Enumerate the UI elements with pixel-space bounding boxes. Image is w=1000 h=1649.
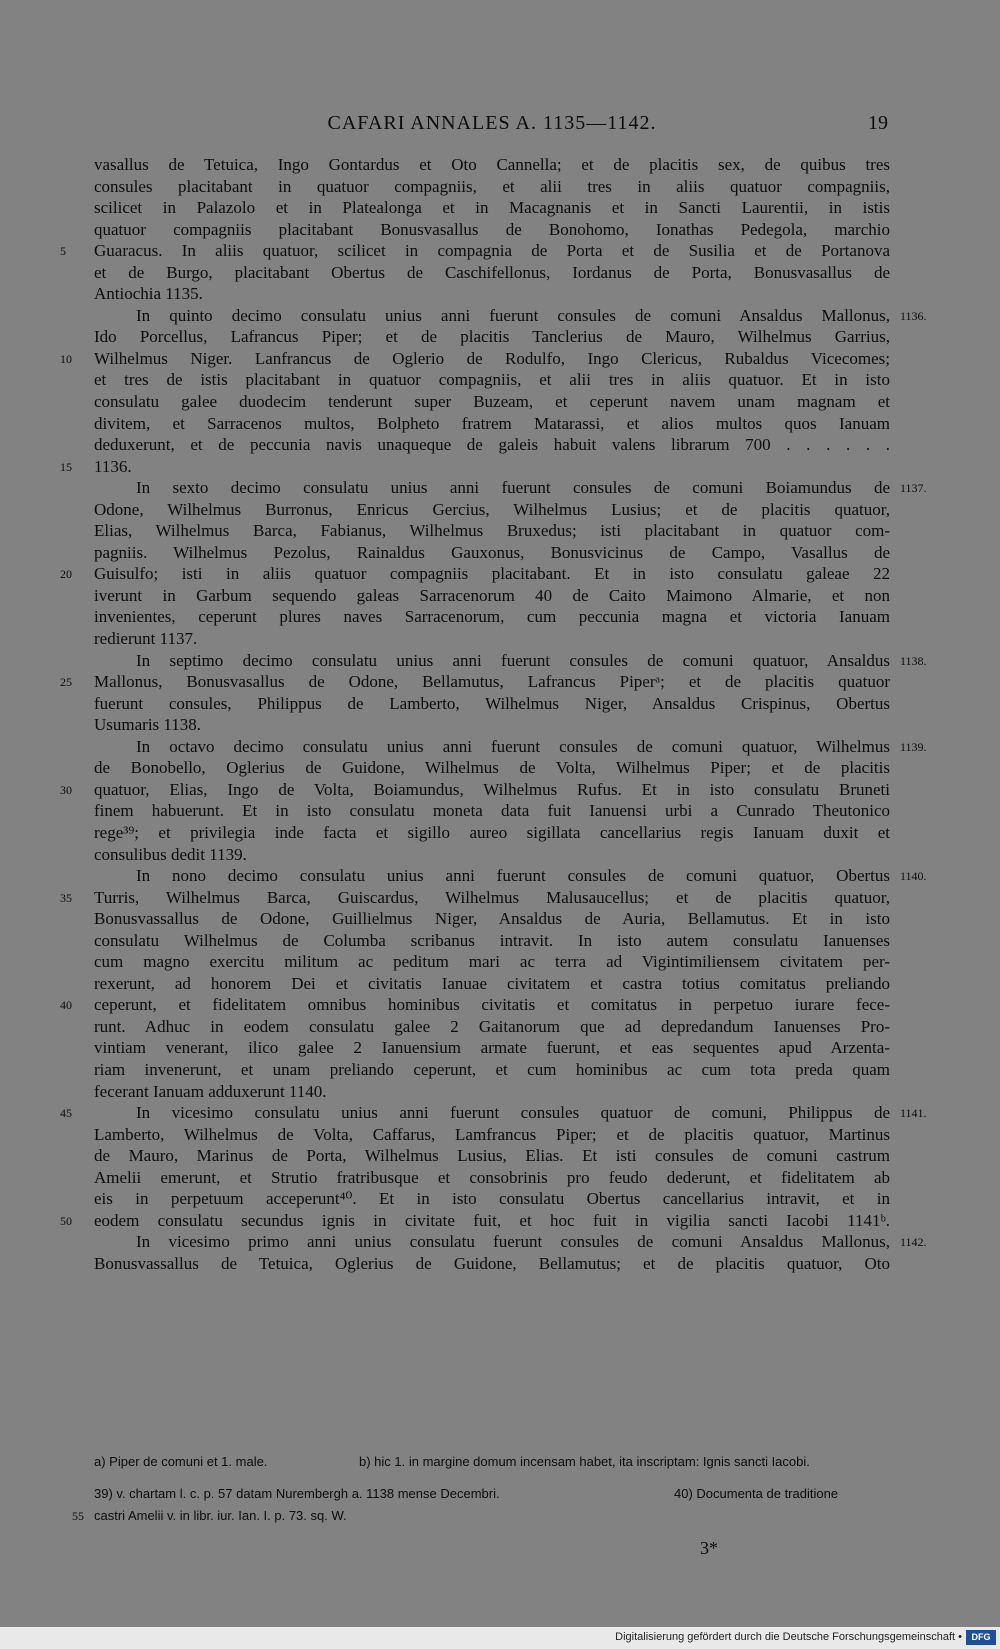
- line-text: Bonusvassallus de Odone, Guillielmus Niger, Ansaldus de Auria, Bellamutus. Et in isto: [94, 909, 890, 929]
- line-text: rexerunt, ad honorem Dei et civitatis Ianuae civitatem et castra totius comitatus preliando: [94, 973, 890, 993]
- text-line: [94, 800, 890, 822]
- text-line: [94, 1188, 890, 1210]
- text-line: [94, 1037, 890, 1059]
- line-text: In nono decimo consulatu unius anni fuerunt consules de comuni quatuor, Obertus: [136, 866, 890, 886]
- line-text: et tres de istis placitabant in quatuor compagniis, et alii tres in aliis quatuor. Et in isto: [94, 370, 890, 390]
- line-number: 45: [60, 1106, 72, 1121]
- line-text: consules placitabant in quatuor compagniis, et alii tres in aliis quatuor compagniis,: [94, 176, 890, 196]
- text-line: [94, 1145, 890, 1167]
- line-text: Guisulfo; isti in aliis quatuor compagniis placitabant. Et in isto consulatu galeae 22: [94, 564, 890, 584]
- text-line: [60, 994, 890, 1016]
- text-line: [94, 650, 927, 672]
- text-line: [94, 973, 890, 995]
- line-text: fuerunt consules, Philippus de Lamberto, Wilhelmus Niger, Ansaldus Crispinus, Obertus: [94, 693, 890, 713]
- line-text: riam invenerunt, et unam preliando ceperunt, et cum hominibus ac cum tota preda quam: [94, 1059, 890, 1079]
- text-line: [94, 477, 927, 499]
- footer-credit: Digitalisierung gefördert durch die Deutsche Forschungsgemeinschaft •: [615, 1631, 962, 1643]
- footnote-b: b) hic 1. in margine domum incensam habet, ita inscriptam: Ignis sancti Iacobi.: [359, 1454, 810, 1469]
- line-text: consulibus dedit 1139.: [94, 844, 247, 864]
- text-line: [94, 585, 890, 607]
- year-marker: 1142.: [900, 1235, 927, 1250]
- line-text: quatuor compagniis placitabant Bonusvasallus de Bonohomo, Ionathas Pedegola, marchio: [94, 219, 890, 239]
- text-line: [94, 736, 927, 758]
- text-line: [60, 456, 890, 478]
- text-line: [94, 262, 890, 284]
- text-line: [94, 844, 890, 866]
- line-text: vasallus de Tetuica, Ingo Gontardus et Oto Cannella; et de placitis sex, de quibus tres: [94, 155, 890, 174]
- line-number: 5: [60, 244, 66, 259]
- text-line: [60, 1210, 890, 1232]
- line-text: rege³⁹; et privilegia inde facta et sigillo aureo sigillata cancellarius regis Ianuam duxit et: [94, 822, 890, 842]
- text-line: [94, 499, 890, 521]
- line-text: Wilhelmus Niger. Lanfrancus de Oglerio de Rodulfo, Ingo Clericus, Rubaldus Vicecomes;: [94, 348, 890, 368]
- text-line: [60, 671, 890, 693]
- line-number: 35: [60, 890, 72, 905]
- footnote-40-continuation: castri Amelii v. in libr. iur. Ian. I. p. 73. sq. W.: [94, 1508, 347, 1523]
- text-line: [94, 1081, 890, 1103]
- text-line: [60, 1102, 927, 1124]
- line-text: de Bonobello, Oglerius de Guidone, Wilhelmus de Volta, Wilhelmus Piper; et de placitis: [94, 758, 890, 778]
- line-number: 50: [60, 1213, 72, 1228]
- line-text: Mallonus, Bonusvasallus de Odone, Bellamutus, Lafrancus Piperᵃ; et de placitis quatuor: [94, 672, 890, 692]
- line-text: Guaracus. In aliis quatuor, scilicet in compagnia de Porta et de Susilia et de Portanova: [94, 241, 890, 261]
- text-line: [60, 348, 890, 370]
- text-line: [94, 757, 890, 779]
- year-marker: 1136.: [900, 308, 927, 323]
- text-line: [94, 326, 890, 348]
- text-line: [94, 197, 890, 219]
- year-marker: 1141.: [900, 1106, 927, 1121]
- line-text: Lamberto, Wilhelmus de Volta, Caffarus, Lamfrancus Piper; et de placitis quatuor, Martinus: [94, 1124, 890, 1144]
- line-text: Ido Porcellus, Lafrancus Piper; et de placitis Tanclerius de Mauro, Wilhelmus Garrius,: [94, 327, 890, 347]
- line-number: 25: [60, 675, 72, 690]
- text-line: [94, 283, 890, 305]
- text-line: [60, 240, 890, 262]
- footnote-40: 40) Documenta de traditione: [674, 1486, 839, 1501]
- line-text: Odone, Wilhelmus Burronus, Enricus Gercius, Wilhelmus Lusius; et de placitis quatuor,: [94, 499, 890, 519]
- line-text: In sexto decimo consulatu unius anni fuerunt consules de comuni Boiamundus de: [136, 478, 890, 498]
- text-line: [94, 606, 890, 628]
- text-line: [94, 930, 890, 952]
- line-number: 15: [60, 459, 72, 474]
- text-line: [94, 391, 890, 413]
- line-number: 40: [60, 998, 72, 1013]
- text-line: [94, 951, 890, 973]
- line-text: Elias, Wilhelmus Barca, Fabianus, Wilhelmus Bruxedus; isti placitabant in quatuor com-: [94, 521, 890, 541]
- text-line: [94, 714, 890, 736]
- text-line: [94, 693, 890, 715]
- line-text: In octavo decimo consulatu unius anni fuerunt consules de comuni quatuor, Wilhelmus: [136, 736, 890, 756]
- line-text: In septimo decimo consulatu unius anni fuerunt consules de comuni quatuor, Ansaldus: [136, 650, 890, 670]
- year-marker: 1138.: [900, 653, 927, 668]
- line-number: 55: [72, 1509, 84, 1523]
- text-line: [60, 563, 890, 585]
- line-text: scilicet in Palazolo et in Platealonga et in Macagnanis et in Sancti Laurentii, in istis: [94, 198, 890, 218]
- year-marker: 1137.: [900, 481, 927, 496]
- line-text: Antiochia 1135.: [94, 284, 203, 304]
- line-text: runt. Adhuc in eodem consulatu galee 2 Gaitanorum que ad depredandum Ianuenses Pro-: [94, 1016, 890, 1036]
- line-text: ceperunt, et fidelitatem omnibus hominibus civitatis et comitatus in perpetuo iurare fece-: [94, 995, 890, 1015]
- footnote-row-letters: [94, 1451, 890, 1473]
- page-header: [94, 112, 890, 142]
- text-line: [94, 369, 890, 391]
- text-line: [94, 1124, 890, 1146]
- line-text: redierunt 1137.: [94, 629, 198, 649]
- line-text: Turris, Wilhelmus Barca, Guiscardus, Wilhelmus Malusaucellus; et de placitis quatuor,: [94, 887, 890, 907]
- text-line: [94, 154, 890, 176]
- text-line: [94, 413, 890, 435]
- footnote-row-continuation: [72, 1505, 890, 1527]
- text-line: [94, 305, 927, 327]
- text-line: [60, 887, 890, 909]
- line-text: eodem consulatu secundus ignis in civitate fuit, et hoc fuit in vigilia sancti Iacobi 1141ᵇ.: [94, 1210, 890, 1230]
- line-text: consulatu galee duodecim tenderunt super Buzeam, et ceperunt navem unam magnam et: [94, 392, 890, 412]
- text-line: [94, 1253, 890, 1275]
- line-text: eis in perpetuum acceperunt⁴⁰. Et in isto consulatu Obertus cancellarius intravit, et in: [94, 1189, 890, 1209]
- footnote-39: 39) v. chartam l. c. p. 57 datam Nurembergh a. 1138 mense Decembri.: [94, 1486, 500, 1501]
- text-line: [60, 779, 890, 801]
- line-text: consulatu Wilhelmus de Columba scribanus intravit. In isto autem consulatu Ianuenses: [94, 930, 890, 950]
- line-text: In vicesimo primo anni unius consulatu fuerunt consules de comuni Ansaldus Mallonus,: [136, 1232, 890, 1252]
- text-line: [94, 176, 890, 198]
- line-text: de Mauro, Marinus de Porta, Wilhelmus Lusius, Elias. Et isti consules de comuni castrum: [94, 1146, 890, 1166]
- line-text: Usumaris 1138.: [94, 715, 202, 735]
- page-number: 19: [868, 112, 888, 134]
- line-number: 30: [60, 782, 72, 797]
- line-number: 20: [60, 567, 72, 582]
- line-text: pagniis. Wilhelmus Pezolus, Rainaldus Gauxonus, Bonusvicinus de Campo, Vasallus de: [94, 542, 890, 562]
- line-text: divitem, et Sarracenos multos, Bolpheto fratrem Matarassi, et alios multos quos Ianuam: [94, 413, 890, 433]
- signature-mark: 3*: [700, 1538, 718, 1558]
- text-line: [94, 434, 890, 456]
- footnotes: [72, 1451, 890, 1527]
- text-line: [94, 1016, 890, 1038]
- year-marker: 1139.: [900, 739, 927, 754]
- footnote-row-numbered: [94, 1483, 890, 1505]
- dfg-logo: DFG: [966, 1630, 996, 1645]
- footer-bar: [0, 1627, 1000, 1649]
- line-text: In quinto decimo consulatu unius anni fuerunt consules de comuni Ansaldus Mallonus,: [136, 305, 890, 325]
- line-text: invenientes, ceperunt plures naves Sarracenorum, cum peccunia magna et victoria Ianuam: [94, 607, 890, 627]
- line-text: fecerant Ianuam adduxerunt 1140.: [94, 1081, 327, 1101]
- text-line: [94, 822, 890, 844]
- text-line: [94, 1059, 890, 1081]
- footnote-a: a) Piper de comuni et 1. male.: [94, 1454, 268, 1469]
- text-line: [94, 1167, 890, 1189]
- line-text: cum magno exercitu militum ac peditum mari ac terra ad Vigintimiliensem civitatem per-: [94, 952, 890, 972]
- line-text: Bonusvassallus de Tetuica, Oglerius de Guidone, Bellamutus; et de placitis quatuor, Oto: [94, 1253, 890, 1273]
- line-text: iverunt in Garbum sequendo galeas Sarracenorum 40 de Caito Maimono Almarie, et non: [94, 585, 890, 605]
- running-title: CAFARI ANNALES A. 1135—1142.: [327, 112, 657, 134]
- text-line: [94, 219, 890, 241]
- line-text: In vicesimo consulatu unius anni fuerunt consules quatuor de comuni, Philippus de: [136, 1103, 890, 1123]
- text-line: [94, 628, 890, 650]
- text-line: [94, 542, 890, 564]
- body-text: [60, 154, 927, 1274]
- line-text: et de Burgo, placitabant Obertus de Caschifellonus, Iordanus de Porta, Bonusvasallus de: [94, 262, 890, 282]
- line-text: finem habuerunt. Et in isto consulatu moneta data fuit Ianuensi urbi a Cunrado Theutonico: [94, 801, 890, 821]
- year-marker: 1140.: [900, 869, 927, 884]
- text-line: [94, 1231, 927, 1253]
- line-text: Amelii emerunt, et Strutio fratribusque et consobrinis pro feudo dederunt, et fidelitatem ab: [94, 1167, 890, 1187]
- text-line: [94, 865, 927, 887]
- line-number: 10: [60, 351, 72, 366]
- text-line: [94, 908, 890, 930]
- text-line: [94, 520, 890, 542]
- line-text: deduxerunt, et de peccunia navis unaqueque de galeis habuit valens librarum 700 . . . . . .: [94, 435, 890, 455]
- line-text: quatuor, Elias, Ingo de Volta, Boiamundus, Wilhelmus Rufus. Et in isto consulatu Bruneti: [94, 779, 890, 799]
- line-text: 1136.: [94, 456, 132, 476]
- line-text: vintiam venerant, ilico galee 2 Ianuensium armate fuerunt, et eas sequentes apud Arzenta-: [94, 1038, 890, 1058]
